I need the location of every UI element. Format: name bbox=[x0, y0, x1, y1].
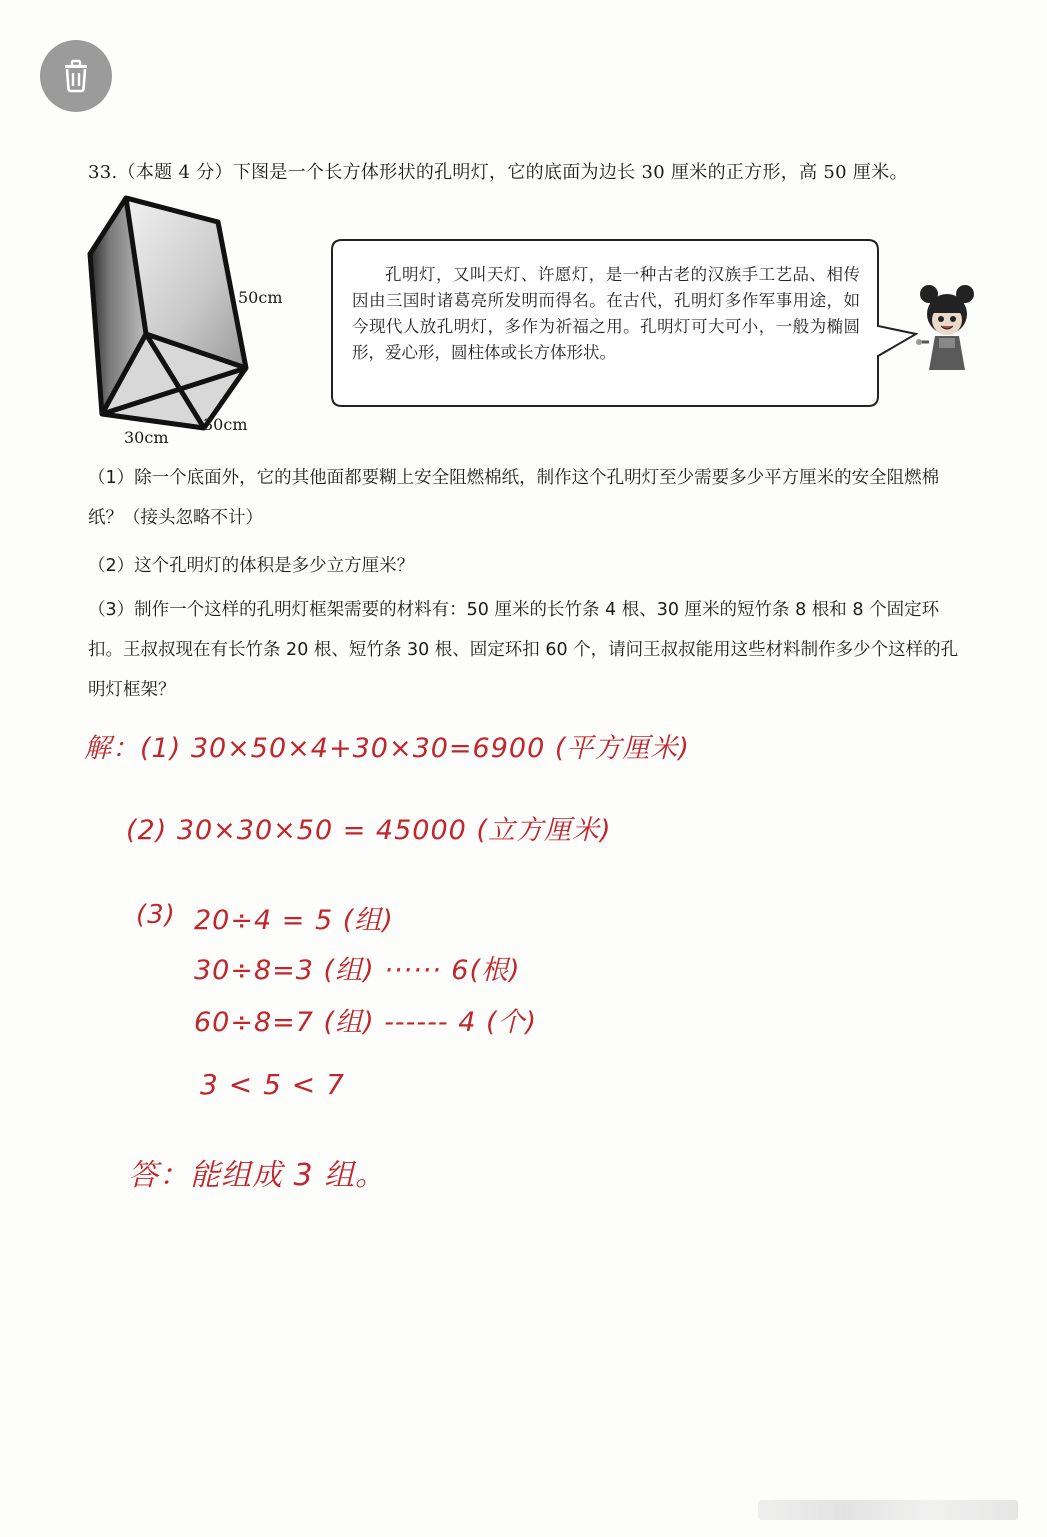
girl-illustration bbox=[915, 282, 979, 374]
question-part-3: （3）制作一个这样的孔明灯框架需要的材料有：50 厘米的长竹条 4 根、30 厘米的短竹条 8 根和 8 个固定环扣。王叔叔现在有长竹条 20 根、短竹条 30 根、固定环扣 60 个，请问王叔叔能用这些材料制作多少个这样的孔明灯框架？ bbox=[88, 600, 959, 700]
answer-line-5: 60÷8=7 (组) ------ 4 (个) bbox=[194, 1007, 538, 1038]
answer-line-1: 解：(1) 30×50×4+30×30=6900 (平方厘米) bbox=[84, 733, 690, 764]
delete-button[interactable] bbox=[40, 40, 112, 112]
answer-part3-label: (3) bbox=[136, 900, 176, 930]
question-part-1: （1）除一个底面外，它的其他面都要糊上安全阻燃棉纸，制作这个孔明灯至少需要多少平方厘米的安全阻燃棉纸？（接头忽略不计） bbox=[88, 468, 940, 528]
depth-label: 30cm bbox=[203, 415, 248, 434]
answer-conclusion: 答：能组成 3 组。 bbox=[128, 1158, 387, 1193]
answer-line-6: 3 < 5 < 7 bbox=[200, 1068, 345, 1101]
answer-line-3: 20÷4 = 5 (组) bbox=[194, 905, 394, 936]
width-label: 30cm bbox=[124, 428, 169, 447]
question-part-2: （2）这个孔明灯的体积是多少立方厘米？ bbox=[88, 556, 415, 576]
height-label: 50cm bbox=[238, 288, 283, 307]
question-title: 33.（本题 4 分）下图是一个长方体形状的孔明灯，它的底面为边长 30 厘米的正方形，高 50 厘米。 bbox=[88, 162, 908, 183]
trash-icon bbox=[56, 56, 96, 96]
lantern-figure bbox=[86, 192, 286, 454]
bubble-text: 孔明灯，又叫天灯、许愿灯，是一种古老的汉族手工艺品、相传因由三国时诸葛亮所发明而得名。在古代，孔明灯多作军事用途，如今现代人放孔明灯，多作为祈福之用。孔明灯可大可小，一般为椭圆形，爱心形，圆柱体或长方体形状。 bbox=[352, 265, 860, 362]
answer-line-2: (2) 30×30×50 = 45000 (立方厘米) bbox=[126, 815, 612, 846]
answer-line-4: 30÷8=3 (组) ······ 6(根) bbox=[194, 955, 521, 986]
footer-strip bbox=[758, 1500, 1018, 1520]
